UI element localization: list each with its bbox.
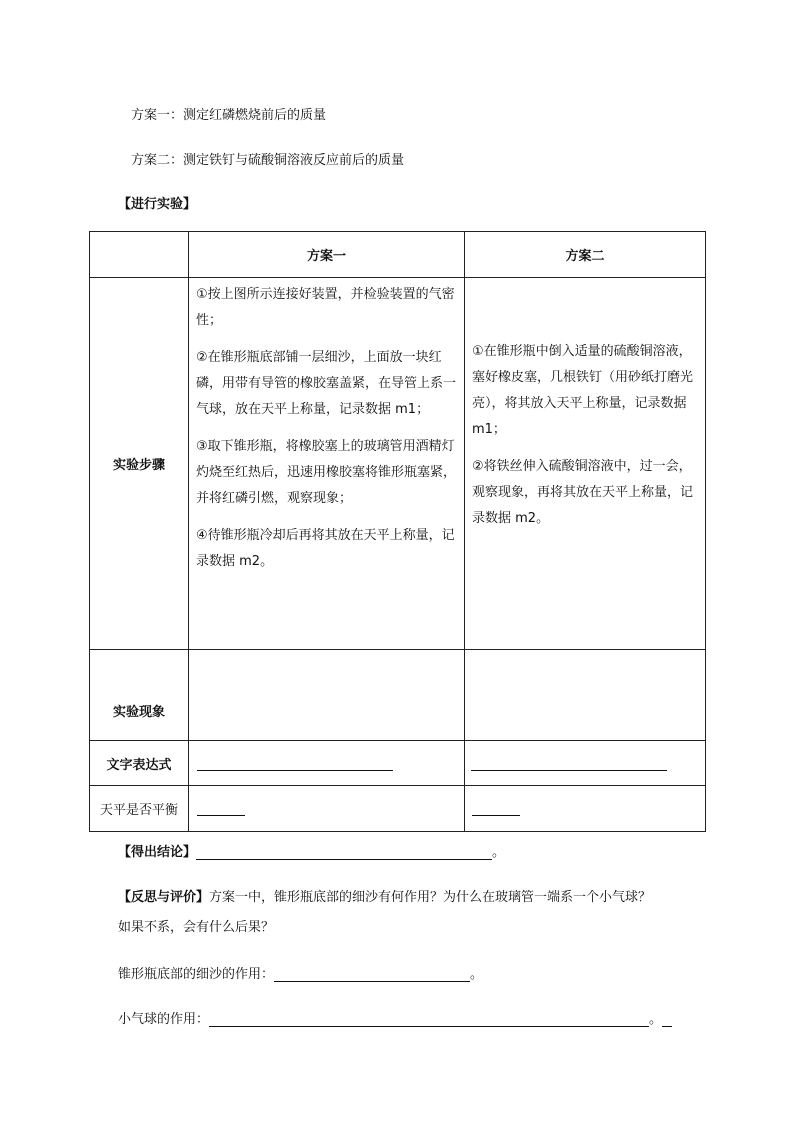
conclusion-line <box>118 841 505 860</box>
balance-label: 天平是否平衡 <box>90 786 189 832</box>
header-plan2: 方案二 <box>465 232 706 278</box>
balloon-blank[interactable] <box>209 1012 649 1027</box>
steps-label: 实验步骤 <box>90 278 189 650</box>
plan1-step-3: ③取下锥形瓶，将橡胶塞上的玻璃管用酒精灯灼烧至红热后，迅速用橡胶塞将锥形瓶塞紧，并将红磷引燃，观察现象； <box>196 439 457 506</box>
table-corner-cell <box>90 232 189 278</box>
reflection-question-2: 如果不系，会有什么后果？ <box>118 920 275 935</box>
plan1-expression-blank[interactable] <box>197 756 393 771</box>
reflection-line1 <box>118 886 651 905</box>
plan2-steps-cell <box>465 278 706 650</box>
plan1-step-1: ①按上图所示连接好装置，并检验装置的气密性； <box>196 287 455 328</box>
plan1-step-2: ②在锥形瓶底部铺一层细沙，上面放一块红磷，用带有导管的橡胶塞盖紧，在导管上系一气球，放在天平上称量，记录数据 m1； <box>196 350 457 417</box>
plan1-expression-cell[interactable] <box>189 741 465 786</box>
plan2-balance-blank[interactable] <box>472 801 520 816</box>
header-plan1: 方案一 <box>189 232 465 278</box>
plan1-step-4: ④待锥形瓶冷却后再将其放在天平上称量，记录数据 m2。 <box>196 528 455 569</box>
plan1-balance-blank[interactable] <box>197 801 245 816</box>
conclusion-end: 。 <box>492 845 506 860</box>
plan2-expression-blank[interactable] <box>471 756 667 771</box>
experiment-table <box>89 231 706 832</box>
plan1-text: 方案一：测定红磷燃烧前后的质量 <box>131 108 327 123</box>
sand-blank[interactable] <box>274 967 470 982</box>
balloon-label: 小气球的作用： <box>118 1012 210 1027</box>
phenomena-label: 实验现象 <box>90 650 189 741</box>
plan2-text: 方案二：测定铁钉与硫酸铜溶液反应前后的质量 <box>131 153 405 168</box>
plan2-expression-cell[interactable] <box>465 741 706 786</box>
plan1-balance-cell[interactable] <box>189 786 465 832</box>
experiment-heading: 【进行实验】 <box>118 197 197 212</box>
expression-label: 文字表达式 <box>90 741 189 786</box>
sand-line <box>118 963 483 982</box>
balloon-end: 。 <box>649 1012 663 1027</box>
sand-end: 。 <box>470 967 484 982</box>
sand-label: 锥形瓶底部的细沙的作用： <box>118 967 275 982</box>
plan1-phenomena-cell[interactable] <box>189 650 465 741</box>
conclusion-label: 【得出结论】 <box>118 845 197 860</box>
reflection-question-1: 方案一中，锥形瓶底部的细沙有何作用？为什么在玻璃管一端系一个小气球？ <box>209 890 652 905</box>
plan2-phenomena-cell[interactable] <box>465 650 706 741</box>
plan2-balance-cell[interactable] <box>465 786 706 832</box>
plan2-step-2: ②将铁丝伸入硫酸铜溶液中，过一会，观察现象，再将其放在天平上称量，记录数据 m2。 <box>472 459 694 526</box>
reflection-label: 【反思与评价】 <box>118 890 210 905</box>
plan1-steps-cell <box>189 278 465 650</box>
balloon-line <box>118 1008 672 1027</box>
conclusion-blank[interactable] <box>196 845 492 860</box>
balloon-tail-line <box>662 1012 672 1027</box>
plan2-step-1: ①在锥形瓶中倒入适量的硫酸铜溶液，塞好橡皮塞，几根铁钉（用砂纸打磨光亮），将其放入天平上称量，记录数据 m1； <box>472 344 694 437</box>
